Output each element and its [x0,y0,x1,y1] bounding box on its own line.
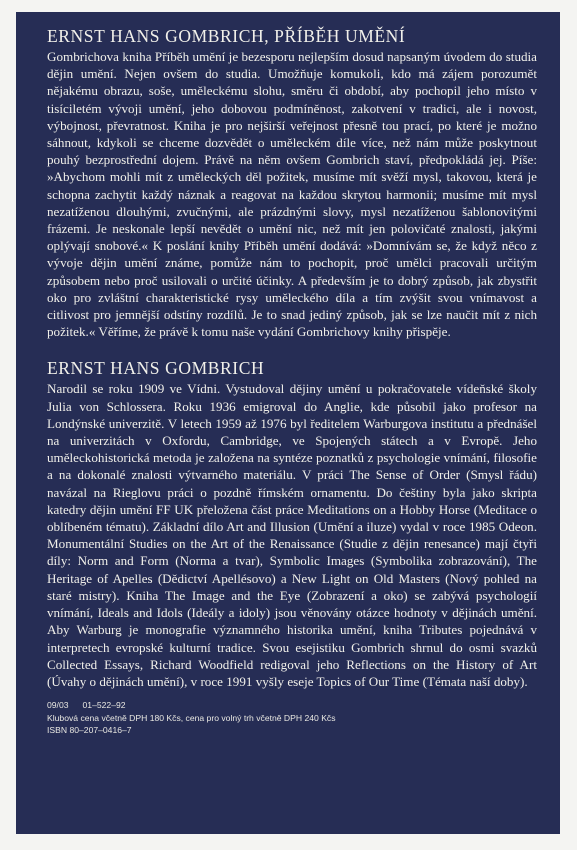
publication-info [47,699,537,737]
back-cover [16,12,560,834]
author-biography-text: Narodil se roku 1909 ve Vídni. Vystudoval dějiny umění u pokračovatele vídeňské školy Julia von Schlossera. Roku 1936 emigroval do Anglie, kde působil jako profesor na Londýnské univerzitě. V letech 1959 až 1976 byl ředitelem Warburgova institutu a přednášel na univerzitách v Oxfordu, Cambridge, ve Spojených státech a v Evropě. Jeho uměleckohistorická metoda je založena na syntéze poznatků z psychologie vnímání, filosofie a na dokonalé znalosti výtvarného materiálu. V práci The Sense of Order (Smysl řádu) navázal na Rieglovu práci o pozdně římském ornamentu. Do češtiny byla jako skripta katedry dějin umění FF UK přeložena část práce Meditations on a Hobby Horse (Meditace o oblíbeném tématu). Základní dílo Art and Illusion (Umění a iluze) vydal v roce 1985 Odeon. Monumentální Studies on the Art of the Renaissance (Studie z dějin renesance) mají čtyři díly: Norm and Form (Norma a tvar), Symbolic Images (Symbolika zobrazování), The Heritage of Apelles (Dědictví Apellésovo) a New Light on Old Masters (Nový pohled na staré mistry). Kniha The Image and the Eye (Zobrazení a oko) se zabývá psychologií vnímání, Ideals and Idols (Ideály a idoly) jsou věnovány otázce hodnoty v dějinách umění. Aby Warburg je monografie významného historika umění, kniha Tributes pojednává v interpretech evropské kulturní tradice. Svou esejistiku Gombrich shrnul do osmi svazků Collected Essays, Richard Woodfield redigoval jeho Reflections on the History of Art (Úvahy o dějinách umění), v roce 1991 vyšly eseje Topics of Our Time (Témata naší doby). [47,381,537,689]
section-heading-book: ERNST HANS GOMBRICH, PŘÍBĚH UMĚNÍ [47,26,406,46]
price-line: Klubová cena včetně DPH 180 Kčs, cena pro volný trh včetně DPH 240 Kčs [47,712,336,723]
code-1: 09/03 [47,700,69,711]
catalog-codes [47,699,537,712]
code-2: 01–522–92 [82,700,126,711]
section-heading-author: ERNST HANS GOMBRICH [47,358,265,379]
author-biography [47,380,537,690]
isbn: ISBN 80–207–0416–7 [47,725,132,736]
book-description [47,48,537,340]
book-description-text: Gombrichova kniha Příběh umění je bezesporu nejlepším dosud napsaným úvodem do studia dějin umění. Nejen ovšem do studia. Umožňuje komukoli, kdo má zájem porozumět nějakému obrazu, soše, uměleckému slohu, směru či období, aby pochopil jeho místo v tisíciletém vývoji umění, jeho dobovou podmíněnost, zakotvení v tradici, ale i novost, výbojnost, převratnost. Kniha je pro nejširší veřejnost přesně tou prací, po které je možno sáhnout, kdykoli se chceme dozvědět o uměleckém díle více, než nám může poskytnout pouhý bezprostřední dojem. Právě na něm ovšem Gombrich staví, předpokládá jej. Píše: »Abychom mohli mít z uměleckých děl požitek, musíme mít svěží mysl, takovou, která je schopna zachytit každý náznak a reagovat na každou skrytou harmonii; musíme mít mysl nezatíženou dlouhými, zvučnými, ale prázdnými slovy, mysl nezatíženou šablonovitými frázemi. Je neskonale lepší nevědět o umění nic, než mít jen polovičaté znalosti, jakými oplývají snobové.« K poslání knihy Příběh umění dodává: »Domnívám se, že když něco z vývoje dějin umění známe, pomůže nám to pochopit, proč umělci pracovali určitým způsobem nebo proč usilovali o určité účinky. A především je to dobrý způsob, jak zbystřit oko pro zvláštní charakteristické rysy uměleckého díla a tím zvýšit svou vnímavost a citlivost pro jemnější odstíny rozdílů. Je to snad jediný způsob, jak se lze naučit mít z nich požitek.« Věříme, že právě k tomu naše vydání Gombrichovy knihy přispěje. [47,49,537,340]
